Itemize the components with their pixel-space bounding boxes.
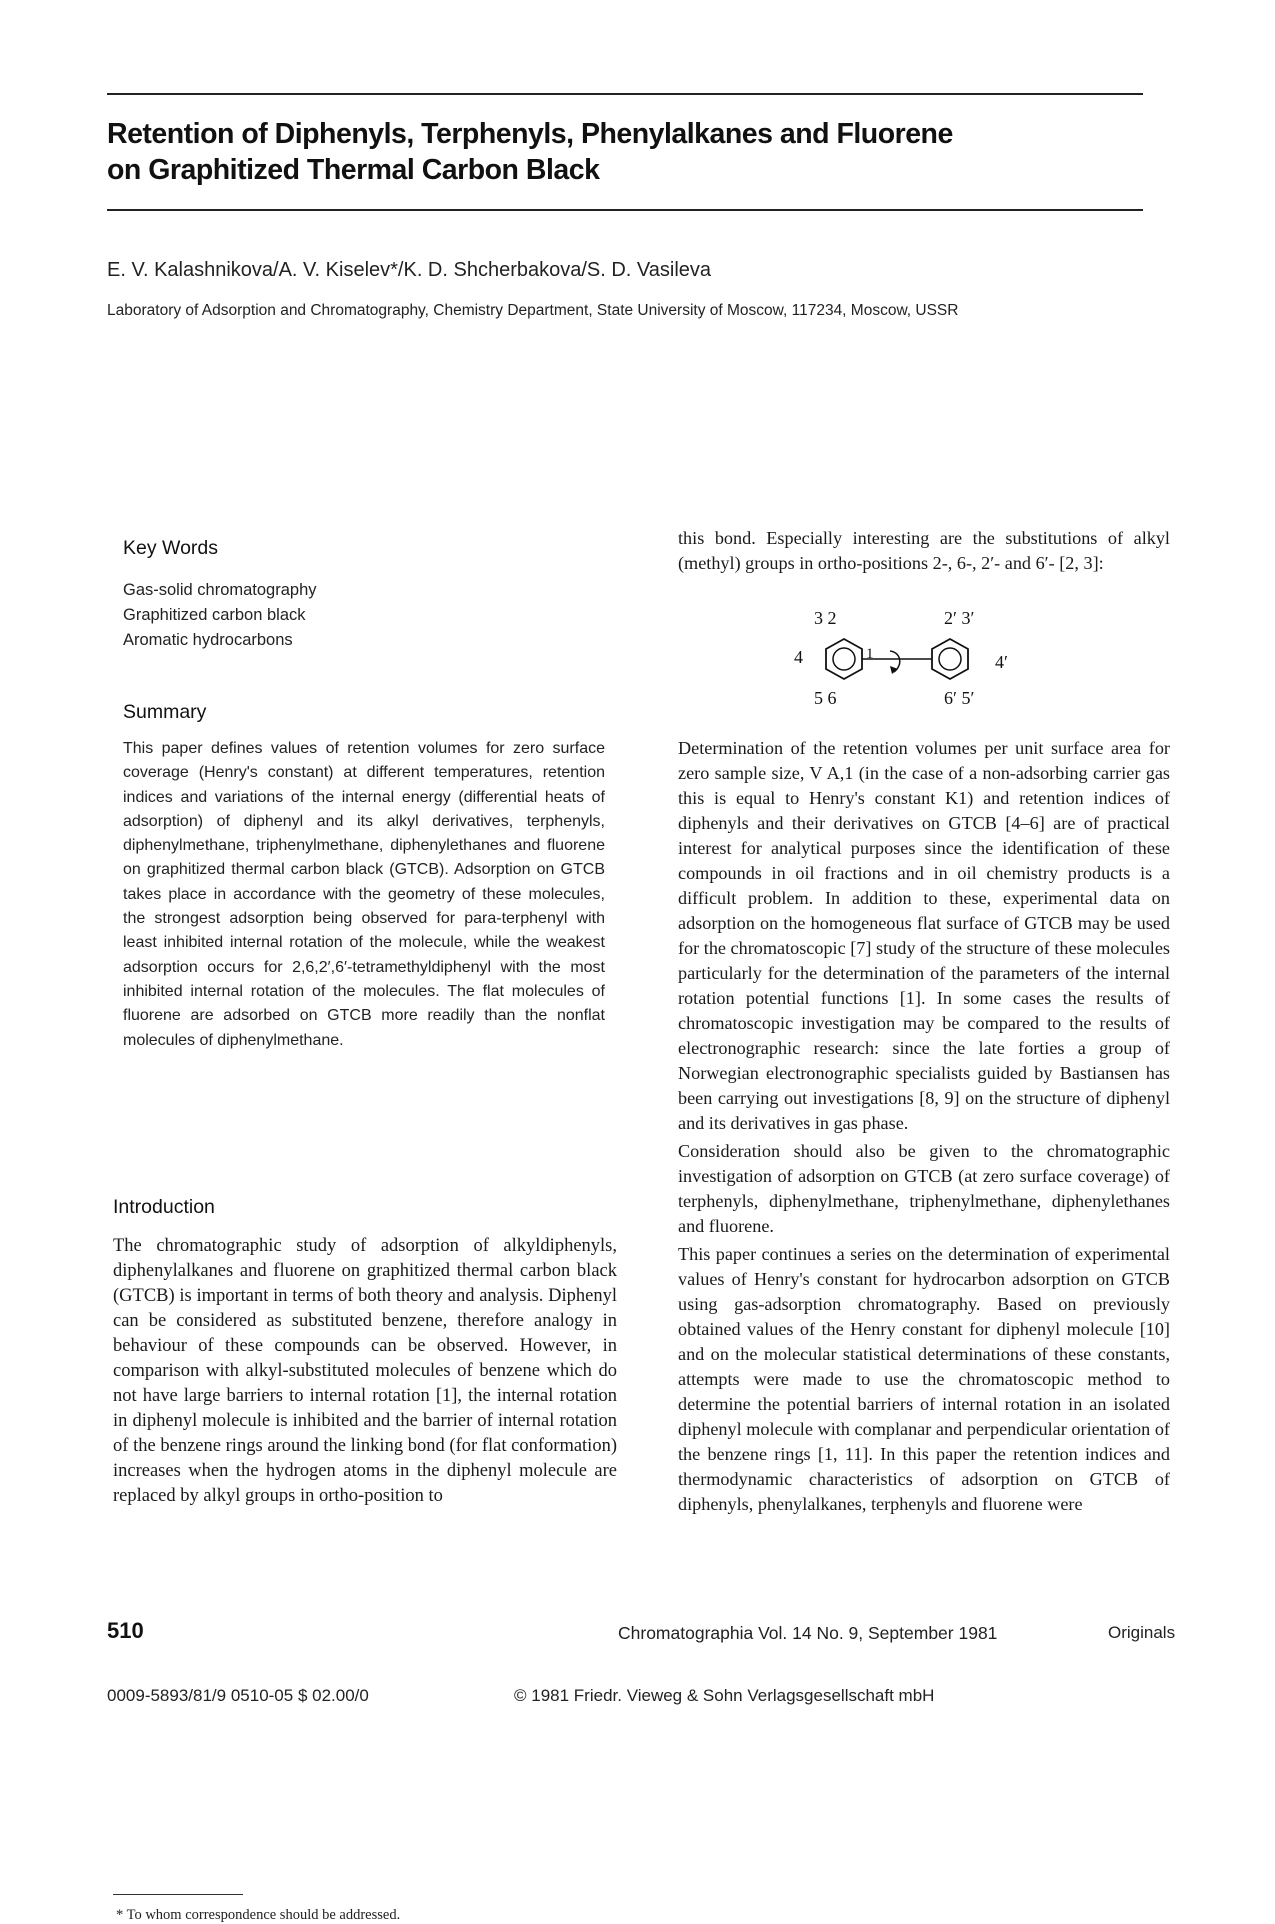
right-benzene-ring	[932, 639, 968, 679]
summary-text: This paper defines values of retention volumes for zero surface coverage (Henry's constant) at different temperatures, retention indices and variations of the internal energy (differential heats of adsorption) of diphenyl and its alkyl derivatives, terphenyls, diphenylmethane, triphenylmethane, diphenylethanes and fluorene on graphitized thermal carbon black (GTCB). Adsorption on GTCB takes place in accordance with the geometry of these molecules, the strongest adsorption being observed for para-terphenyl with least inhibited internal rotation of the molecule, while the weakest adsorption occurs for 2,6,2′,6′-tetramethyldiphenyl with the most inhibited internal rotation of the molecules. The flat molecules of fluorene are adsorbed on GTCB more readily than the nonflat molecules of diphenylmethane.	[123, 740, 605, 1049]
left-benzene-ring	[826, 639, 862, 679]
introduction-heading: Introduction	[113, 1196, 215, 1218]
keyword-item: Gas-solid chromatography	[123, 581, 317, 599]
label-5-6: 5 6	[814, 688, 837, 708]
title-line-1: Retention of Diphenyls, Terphenyls, Phenylalkanes and Fluorene	[107, 118, 953, 150]
label-2p-3p: 2′ 3′	[944, 608, 975, 628]
footnote: * To whom correspondence should be addressed.	[116, 1907, 401, 1923]
top-rule	[107, 93, 1143, 95]
issn-code: 0009-5893/81/9 0510-05 $ 02.00/0	[107, 1686, 369, 1705]
keyword-item: Graphitized carbon black	[123, 606, 306, 624]
paragraph: This paper continues a series on the determination of experimental values of Henry's constant for hydrocarbon adsorption on GTCB using gas-adsorption chromatography. Based on previously obtained values of the Henry constant for diphenyl molecule [10] and on the molecular statistical determinations of these constants, attempts were made to use the chromatoscopic method to determine the potential barriers of internal rotation in an isolated diphenyl molecule with complanar and perpendicular orientation of the benzene rings [1, 11]. In this paper the retention indices and thermodynamic characteristics of adsorption on GTCB of diphenyls, phenylalkanes, terphenyls and fluorene were	[678, 1244, 1170, 1514]
journal-citation: Chromatographia Vol. 14 No. 9, September 1981	[618, 1623, 998, 1643]
diphenyl-structure-diagram	[782, 606, 1012, 714]
affiliation: Laboratory of Adsorption and Chromatography, Chemistry Department, State University of Moscow, 117234, Moscow, USSR	[107, 302, 959, 319]
article-title	[107, 116, 1147, 188]
section-label: Originals	[1108, 1623, 1176, 1642]
label-6p-5p: 6′ 5′	[944, 688, 975, 708]
right-column-p1	[678, 526, 1170, 576]
label-1: 1	[866, 646, 874, 662]
left-ring-aromatic-circle	[833, 648, 855, 670]
keywords-heading: Key Words	[123, 537, 219, 559]
introduction-text: The chromatographic study of adsorption of alkyldiphenyls, diphenylalkanes and fluorene on graphitized thermal carbon black (GTCB) is important in terms of both theory and analysis. Diphenyl can be considered as substituted benzene, therefore analogy in behaviour of these compounds can be observed. However, in comparison with alkyl-substituted molecules of benzene which do not have large barriers to internal rotation [1], the internal rotation in diphenyl molecule is inhibited and the barrier of internal rotation of the benzene rings around the linking bond (for flat conformation) increases when the hydrogen atoms in the diphenyl molecule are replaced by alkyl groups in ortho-position to	[113, 1236, 617, 1506]
paragraph: this bond. Especially interesting are the substitutions of alkyl (methyl) groups in ortho-positions 2-, 6-, 2′- and 6′- [2, 3]:	[678, 528, 1170, 573]
label-3-2: 3 2	[814, 608, 837, 628]
right-ring-aromatic-circle	[939, 648, 961, 670]
label-4: 4	[794, 647, 803, 667]
summary-heading: Summary	[123, 701, 207, 723]
title-rule	[107, 209, 1143, 211]
paragraph: Determination of the retention volumes per unit surface area for zero sample size, V A,1 (in the case of a non-adsorbing carrier gas this is equal to Henry's constant K1) and retention indices of diphenyls and their derivatives on GTCB [4–6] are of practical interest for analytical purposes since the identification of these compounds in oil fractions and in oil chemistry products is a difficult problem. In addition to these, experimental data on adsorption on the homogeneous flat surface of GTCB may be used for the chromatoscopic [7] study of the structure of these molecules particularly for the determination of the parameters of the internal rotation potential functions [1]. In some cases the results of chromatoscopic investigation may be compared to the results of electronographic research: since the late forties a group of Norwegian electronographic specialists guided by Bastiansen has been carrying out investigations [8, 9] on the structure of diphenyl and its derivatives in gas phase.	[678, 738, 1170, 1133]
rotation-arrowhead-icon	[890, 666, 898, 674]
right-column-body	[678, 736, 1170, 1517]
paragraph: Consideration should also be given to the chromatographic investigation of adsorption on GTCB (at zero surface coverage) of terphenyls, diphenylmethane, triphenylmethane, diphenylethanes and fluorene.	[678, 1141, 1170, 1236]
copyright-notice: © 1981 Friedr. Vieweg & Sohn Verlagsgesellschaft mbH	[514, 1686, 935, 1705]
keyword-item: Aromatic hydrocarbons	[123, 631, 293, 649]
keywords-list	[123, 578, 317, 653]
author-list: E. V. Kalashnikova/A. V. Kiselev*/K. D. Shcherbakova/S. D. Vasileva	[107, 259, 712, 281]
page-number: 510	[107, 1618, 144, 1643]
title-line-2: on Graphitized Thermal Carbon Black	[107, 154, 600, 186]
label-4p: 4′	[995, 652, 1008, 672]
footnote-rule	[113, 1894, 243, 1895]
